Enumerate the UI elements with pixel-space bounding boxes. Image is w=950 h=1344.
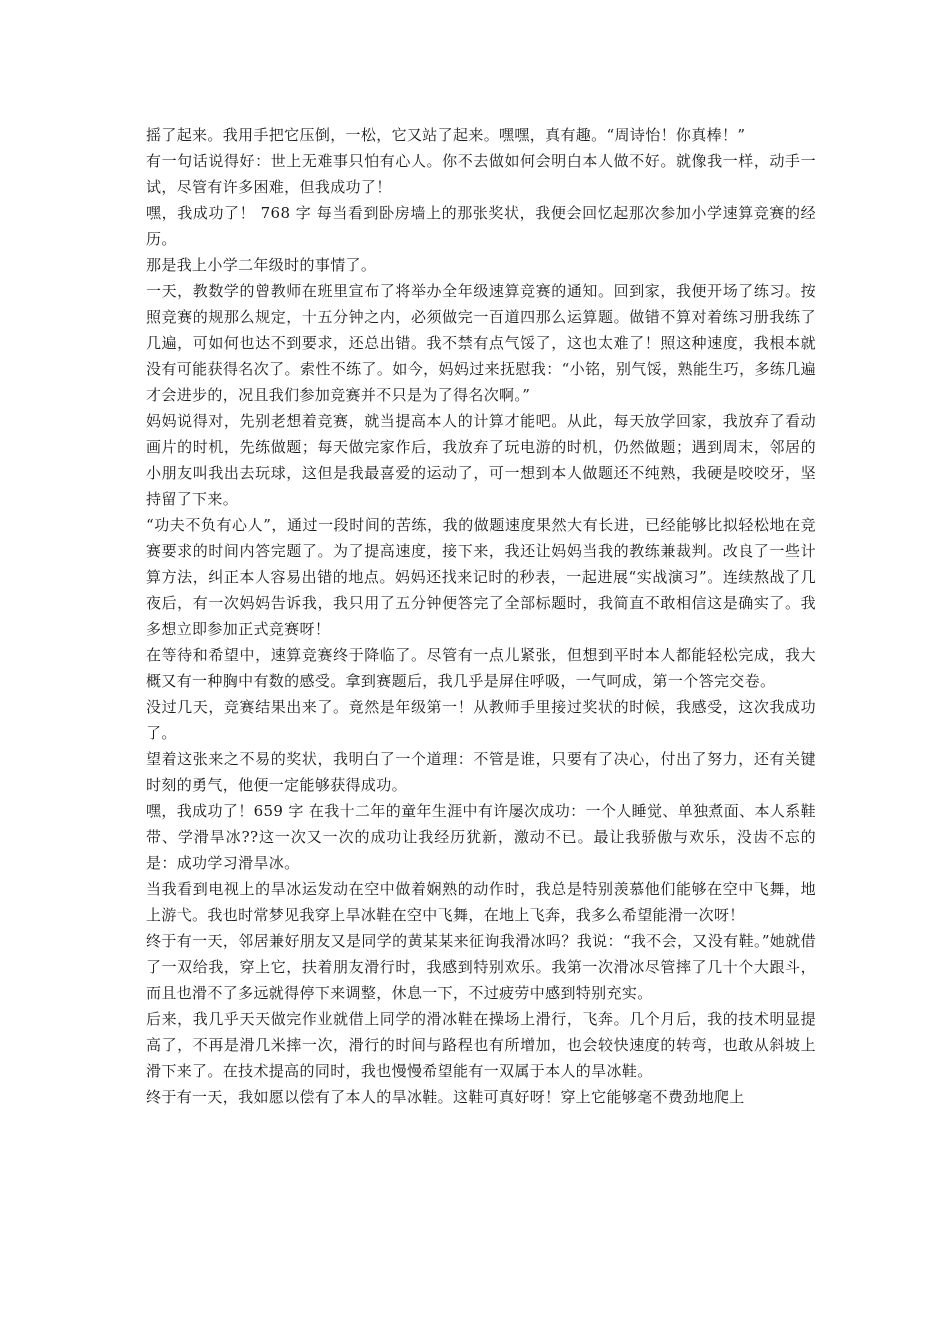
paragraph: 妈妈说得对，先别老想着竞赛，就当提高本人的计算才能吧。从此，每天放学回家，我放弃了看动画片的时机，先练做题；每天做完家作后，我放弃了玩电游的时机，仍然做题；遇到周末，邻居的小朋友叫我出去玩球，这但是我最喜爱的运动了，可一想到本人做题还不纯熟，我硬是咬咬牙，坚持留了下来。 (146, 412, 816, 508)
paragraph: 没过几天，竞赛结果出来了。竟然是年级第一！从教师手里接过奖状的时候，我感受，这次我成功了。 (146, 698, 816, 742)
paragraph: 在等待和希望中，速算竞赛终于降临了。尽管有一点儿紧张，但想到平时本人都能轻松完成，我大概又有一种胸中有数的感受。拿到赛题后，我几乎是屏住呼吸，一气呵成，第一个答完交卷。 (146, 646, 816, 690)
paragraph: 嘿，我成功了！ 768 字 每当看到卧房墙上的那张奖状，我便会回忆起那次参加小学速算竞赛的经历。 (146, 204, 816, 248)
paragraph: 一天，教数学的曾教师在班里宣布了将举办全年级速算竞赛的通知。回到家，我便开场了练习。按照竞赛的规那么规定，十五分钟之内，必须做完一百道四那么运算题。做错不算对着练习册我练了几遍，可如何也达不到要求，还总出错。我不禁有点气馁了，这也太难了！照这种速度，我根本就没有可能获得名次了。索性不练了。如今，妈妈过来抚慰我：“小铭，别气馁，熟能生巧，多练几遍才会进步的，况且我们参加竞赛并不只是为了得名次啊。” (146, 282, 816, 404)
paragraph: 嘿，我成功了！659 字 在我十二年的童年生涯中有许屡次成功：一个人睡觉、单独煮面、本人系鞋带、学滑旱冰??这一次又一次的成功让我经历犹新，激动不已。最让我骄傲与欢乐，没齿不忘的是：成功学习滑旱冰。 (146, 802, 816, 872)
paragraph: 那是我上小学二年级时的事情了。 (146, 256, 377, 274)
paragraph: 终于有一天，邻居兼好朋友又是同学的黄某某来征询我滑冰吗？我说：“我不会，又没有鞋。”她就借了一双给我，穿上它，扶着朋友滑行时，我感到特别欢乐。我第一次滑冰尽管摔了几十个大跟斗，而且也滑不了多远就得停下来调整，休息一下，不过疲劳中感到特别充实。 (146, 932, 816, 1002)
paragraph: 终于有一天，我如愿以偿有了本人的旱冰鞋。这鞋可真好呀！穿上它能够毫不费劲地爬上 (146, 1088, 745, 1106)
paragraph: 当我看到电视上的旱冰运发动在空中做着娴熟的动作时，我总是特别羡慕他们能够在空中飞舞，地上游弋。我也时常梦见我穿上旱冰鞋在空中飞舞，在地上飞奔，我多么希望能滑一次呀！ (146, 880, 816, 924)
paragraph: 有一句话说得好：世上无难事只怕有心人。你不去做如何会明白本人做不好。就像我一样，动手一试，尽管有许多困难，但我成功了！ (146, 152, 816, 196)
paragraph: “功夫不负有心人”，通过一段时间的苦练，我的做题速度果然大有长进，已经能够比拟轻松地在竞赛要求的时间内答完题了。为了提高速度，接下来，我还让妈妈当我的教练兼裁判。改良了一些计算方法，纠正本人容易出错的地点。妈妈还找来记时的秒表，一起进展“实战演习”。连续熬战了几夜后，有一次妈妈告诉我，我只用了五分钟便答完了全部标题时，我简直不敢相信这是确实了。我多想立即参加正式竞赛呀！ (146, 516, 816, 638)
paragraph: 后来，我几乎天天做完作业就借上同学的滑冰鞋在操场上滑行，飞奔。几个月后，我的技术明显提高了，不再是滑几米摔一次，滑行的时间与路程也有所增加，也会较快速度的转弯，也敢从斜坡上滑下来了。在技术提高的同时，我也慢慢希望能有一双属于本人的旱冰鞋。 (146, 1010, 816, 1080)
paragraph: 望着这张来之不易的奖状，我明白了一个道理：不管是谁，只要有了决心，付出了努力，还有关键时刻的勇气，他便一定能够获得成功。 (146, 750, 816, 794)
paragraph: 摇了起来。我用手把它压倒，一松，它又站了起来。嘿嘿，真有趣。“周诗怡！你真棒！” (146, 126, 746, 144)
document-body (146, 122, 816, 1110)
